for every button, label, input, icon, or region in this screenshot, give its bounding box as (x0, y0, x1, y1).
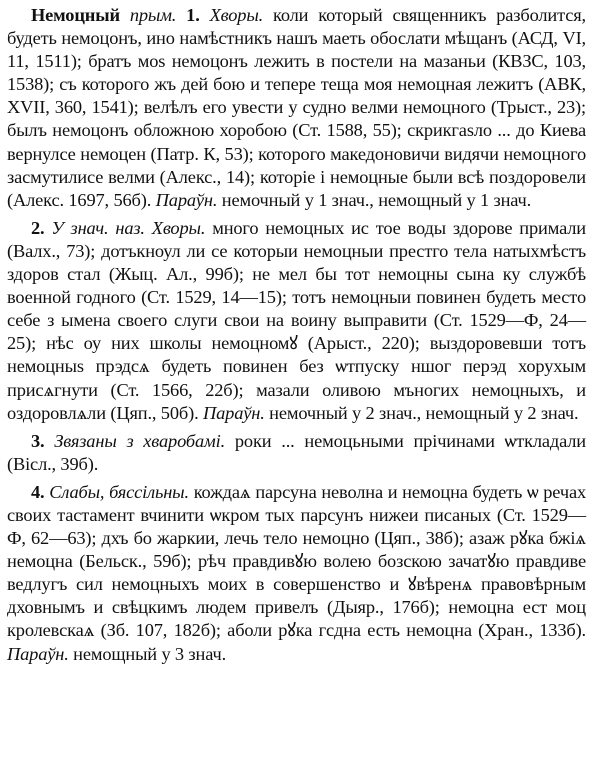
sense-citations: роки ... немоцьными прічинами ѡткладали (Вісл., 39б). (7, 430, 586, 474)
sense-2 (7, 217, 586, 425)
part-of-speech: прым. (129, 5, 177, 25)
sense-number: 4. (31, 481, 45, 502)
sense-label: У знач. наз. Хворы. (51, 217, 206, 238)
sense-citations: много немоцных ис тое воды здорове примали (Валх., 73); дотъкноул ли се которыи немоцныи престго тела натыхмѣстъ здоров стал (Жыц. Ал., 99б); не мел бы тот немоцны сына ку службѣ военной годного (Ст. 1529, 14—15); тотъ немоцныи повинен будеть место себе з ымена своего слуги свои на воину выправити (Ст. 1529—Ф, 24—25); нѣс оу них школы немоцномꙋ (Арыст., 220); выздоровевши тотъ немоцныѕ прэдсѧ будеть повинен без ѡтпуску ншог перэд хорухым присѧгнути (Ст. 1566, 22б); мазали оливою мъногих немоцныхъ, и оздоровлѧли (Цяп., 50б). (7, 217, 586, 423)
sense-4 (7, 481, 586, 666)
sense-3 (7, 430, 586, 476)
sense-citations: кождаѧ парсуна неволна и немоцна будеть ѡ речах своих тастамент вчинити ѡкром тых парсунъ нижеи писаных (Ст. 1529—Ф, 62—63); дхъ бо жаркии, лечь тело немоцно (Цяп., 38б); азаж рꙋка бжіѧ немоцна (Бельск., 59б); рѣч правдивꙋю волею бозскою зачатꙋю правдиве ведлугъ сил немоцныхъ моих в совершенство и ꙋвѣренѧ правовѣрным дховнымъ и свѣцкимъ людем привелъ (Дыяр., 176б); немоцна ест моц кролевскаѧ (Зб. 107, 182б); аболи рꙋка гсдна есть немоцна (Хран., 133б). (7, 481, 586, 641)
sense-number: 1. (186, 5, 200, 25)
parallels-label: Параўн. (7, 643, 69, 664)
parallels-label: Параўн. (202, 402, 265, 423)
parallels-text: немочный у 2 знач., немощный у 2 знач. (269, 402, 579, 423)
sense-citations: коли который священникъ разболится, будеть немоцонъ, ино намѣстникъ нашъ маеть обослати мѣщанъ (АСД, VI, 11, 1511); братъ моѕ немоцонъ лежить в постели на мазаньи (КВЗС, 103, 1538); съ которого жъ дей бою и тепере теща моя немоцная лежитъ (АВК, XVII, 360, 1541); велѣлъ его увести у судно велми немоцного (Трыст., 23); былъ немоцонъ обложною хоробою (Ст. 1588, 55); скрикгаѕло ... до Киева вернулсе немоцен (Патр. К, 53); которого македоновичи видячи немоцного засмутилисе велми (Алекс., 14); которіе і немоцные были всѣ поздоровели (Алекс. 1697, 56б). (7, 5, 586, 210)
sense-number: 3. (31, 430, 45, 451)
sense-label: Хворы. (209, 5, 264, 25)
parallels-label: Параўн. (155, 189, 218, 210)
sense-label: Слабы, бяссільны. (49, 481, 189, 502)
parallels-text: немощный у 3 знач. (73, 643, 227, 664)
headword: Немоцный (31, 5, 120, 25)
parallels-text: немочный у 1 знач., немощный у 1 знач. (221, 189, 532, 210)
sense-number: 2. (31, 217, 45, 238)
sense-label: Звязаны з хваробамі. (54, 430, 226, 451)
sense-1 (7, 4, 586, 212)
